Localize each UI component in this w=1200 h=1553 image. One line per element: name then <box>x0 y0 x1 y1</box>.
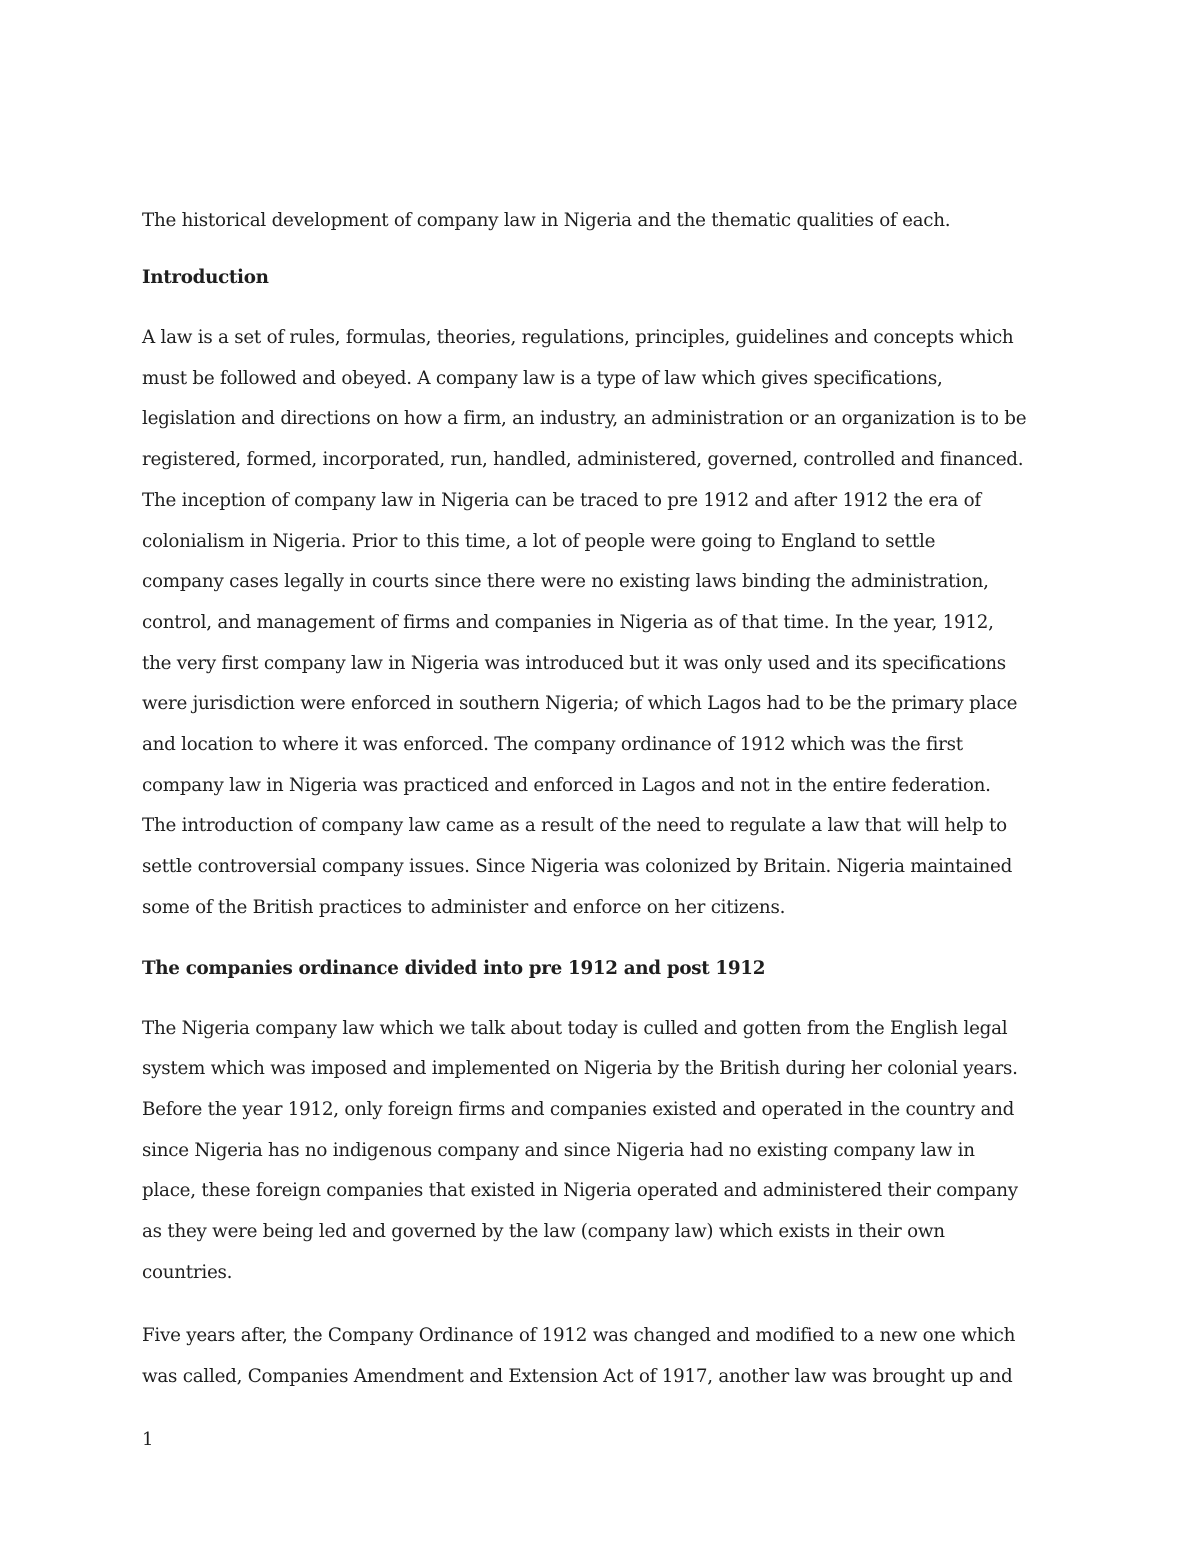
document-body <box>142 204 1067 1421</box>
paragraph-five-years-after <box>142 1316 1067 1397</box>
text-line: Before the year 1912, only foreign firms and companies existed and operated in the country and <box>142 1098 1015 1120</box>
text-line: company cases legally in courts since there were no existing laws binding the administration, <box>142 571 989 593</box>
text-line: The introduction of company law came as a result of the need to regulate a law that will help to <box>142 815 1007 837</box>
document-title: The historical development of company law in Nigeria and the thematic qualities of each. <box>142 210 951 231</box>
text-line: must be followed and obeyed. A company law is a type of law which gives specifications, <box>142 367 943 389</box>
text-line: legislation and directions on how a firm, an industry, an administration or an organization is to be <box>142 408 1027 430</box>
page-number: 1 <box>142 1429 154 1450</box>
paragraph-companies-ordinance <box>142 1009 1067 1294</box>
text-line: registered, formed, incorporated, run, handled, administered, governed, controlled and financed. <box>142 449 1024 471</box>
text-line: as they were being led and governed by the law (company law) which exists in their own <box>142 1221 945 1243</box>
text-line: The Nigeria company law which we talk about today is culled and gotten from the English legal <box>142 1017 1008 1039</box>
text-line: A law is a set of rules, formulas, theories, regulations, principles, guidelines and concepts which <box>142 327 1014 348</box>
text-line: countries. <box>142 1261 233 1283</box>
section-heading-companies-ordinance: The companies ordinance divided into pre 1912 and post 1912 <box>142 957 766 979</box>
text-line: company law in Nigeria was practiced and enforced in Lagos and not in the entire federation. <box>142 774 991 796</box>
text-line: since Nigeria has no indigenous company and since Nigeria had no existing company law in <box>142 1139 975 1161</box>
paragraph-introduction <box>142 318 1067 929</box>
section-heading-introduction: Introduction <box>142 267 269 288</box>
text-line: place, these foreign companies that existed in Nigeria operated and administered their company <box>142 1180 1018 1202</box>
text-line: system which was imposed and implemented on Nigeria by the British during her colonial years. <box>142 1058 1018 1080</box>
text-line: The inception of company law in Nigeria can be traced to pre 1912 and after 1912 the era of <box>142 489 981 511</box>
text-line: and location to where it was enforced. The company ordinance of 1912 which was the first <box>142 734 963 756</box>
text-line: the very first company law in Nigeria was introduced but it was only used and its specifications <box>142 652 1006 674</box>
text-line: was called, Companies Amendment and Extension Act of 1917, another law was brought up and <box>142 1366 1013 1388</box>
text-line: colonialism in Nigeria. Prior to this time, a lot of people were going to England to settle <box>142 530 936 552</box>
text-line: some of the British practices to administer and enforce on her citizens. <box>142 896 786 918</box>
text-line: Five years after, the Company Ordinance of 1912 was changed and modified to a new one which <box>142 1325 1016 1347</box>
text-line: were jurisdiction were enforced in southern Nigeria; of which Lagos had to be the primary place <box>142 693 1018 715</box>
text-line: control, and management of firms and companies in Nigeria as of that time. In the year, 1912, <box>142 611 994 633</box>
text-line: settle controversial company issues. Since Nigeria was colonized by Britain. Nigeria maintained <box>142 856 1013 878</box>
